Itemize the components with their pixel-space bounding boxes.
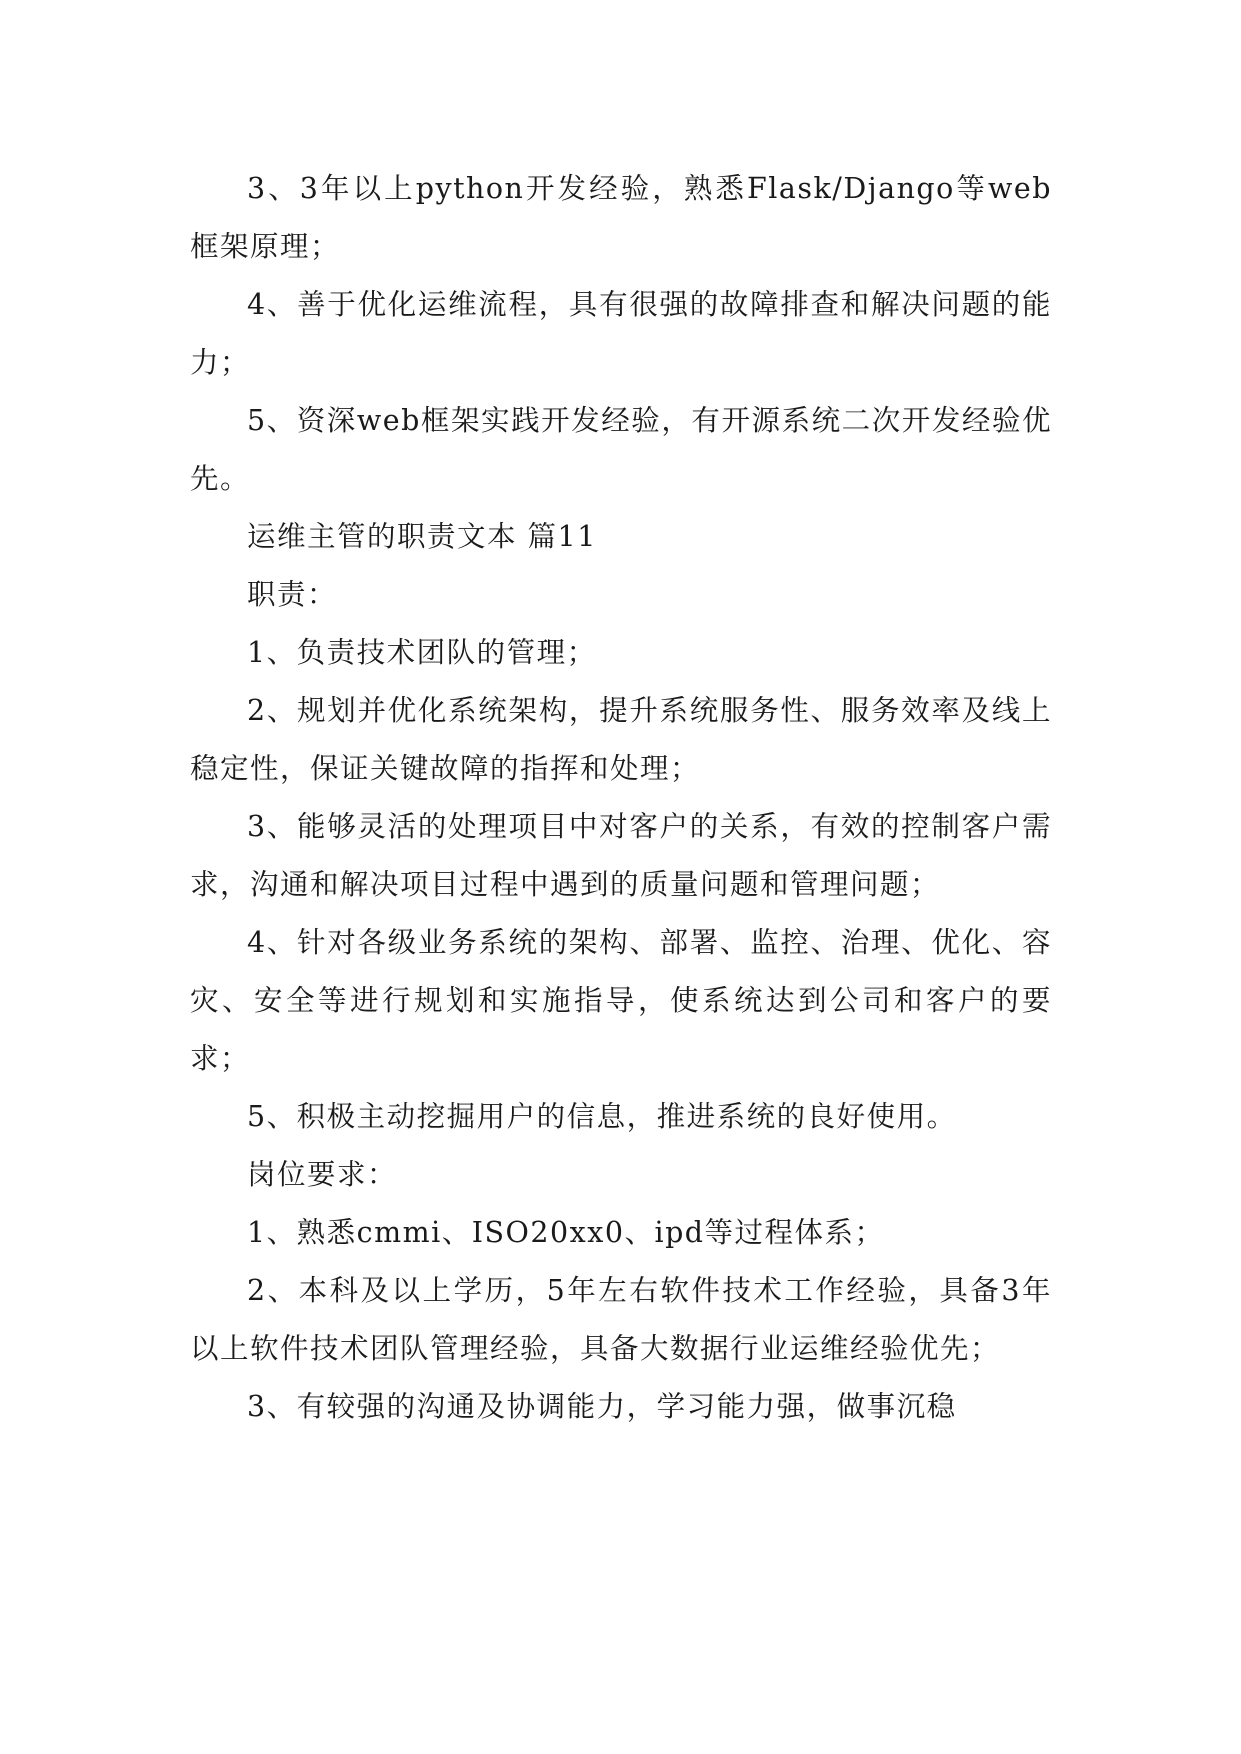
- duty-item-4: 4、针对各级业务系统的架构、部署、监控、治理、优化、容灾、安全等进行规划和实施指导，使系统达到公司和客户的要求；: [190, 926, 1052, 1075]
- duties-heading: 职责：: [247, 578, 338, 611]
- requirement-item-3: 3、有较强的沟通及协调能力，学习能力强，做事沉稳: [247, 1390, 957, 1423]
- paragraph-optimize-ops: 4、善于优化运维流程，具有很强的故障排查和解决问题的能力；: [190, 288, 1052, 379]
- document-body: [190, 160, 1052, 1436]
- duty-item-5: 5、积极主动挖掘用户的信息，推进系统的良好使用。: [247, 1100, 957, 1133]
- section-title: 运维主管的职责文本 篇11: [247, 520, 597, 553]
- requirement-item-2: 2、本科及以上学历，5年左右软件技术工作经验，具备3年以上软件技术团队管理经验，具备大数据行业运维经验优先；: [190, 1274, 1052, 1365]
- paragraph-python-experience: 3、3年以上python开发经验，熟悉Flask/Django等web框架原理；: [190, 172, 1052, 263]
- duty-item-3: 3、能够灵活的处理项目中对客户的关系，有效的控制客户需求，沟通和解决项目过程中遇到的质量问题和管理问题；: [190, 810, 1052, 901]
- duty-item-1: 1、负责技术团队的管理；: [247, 636, 597, 669]
- paragraph-web-framework: 5、资深web框架实践开发经验，有开源系统二次开发经验优先。: [190, 404, 1052, 495]
- requirement-item-1: 1、熟悉cmmi、ISO20xx0、ipd等过程体系；: [247, 1216, 885, 1249]
- requirements-heading: 岗位要求：: [247, 1158, 398, 1191]
- duty-item-2: 2、规划并优化系统架构，提升系统服务性、服务效率及线上稳定性，保证关键故障的指挥和处理；: [190, 694, 1052, 785]
